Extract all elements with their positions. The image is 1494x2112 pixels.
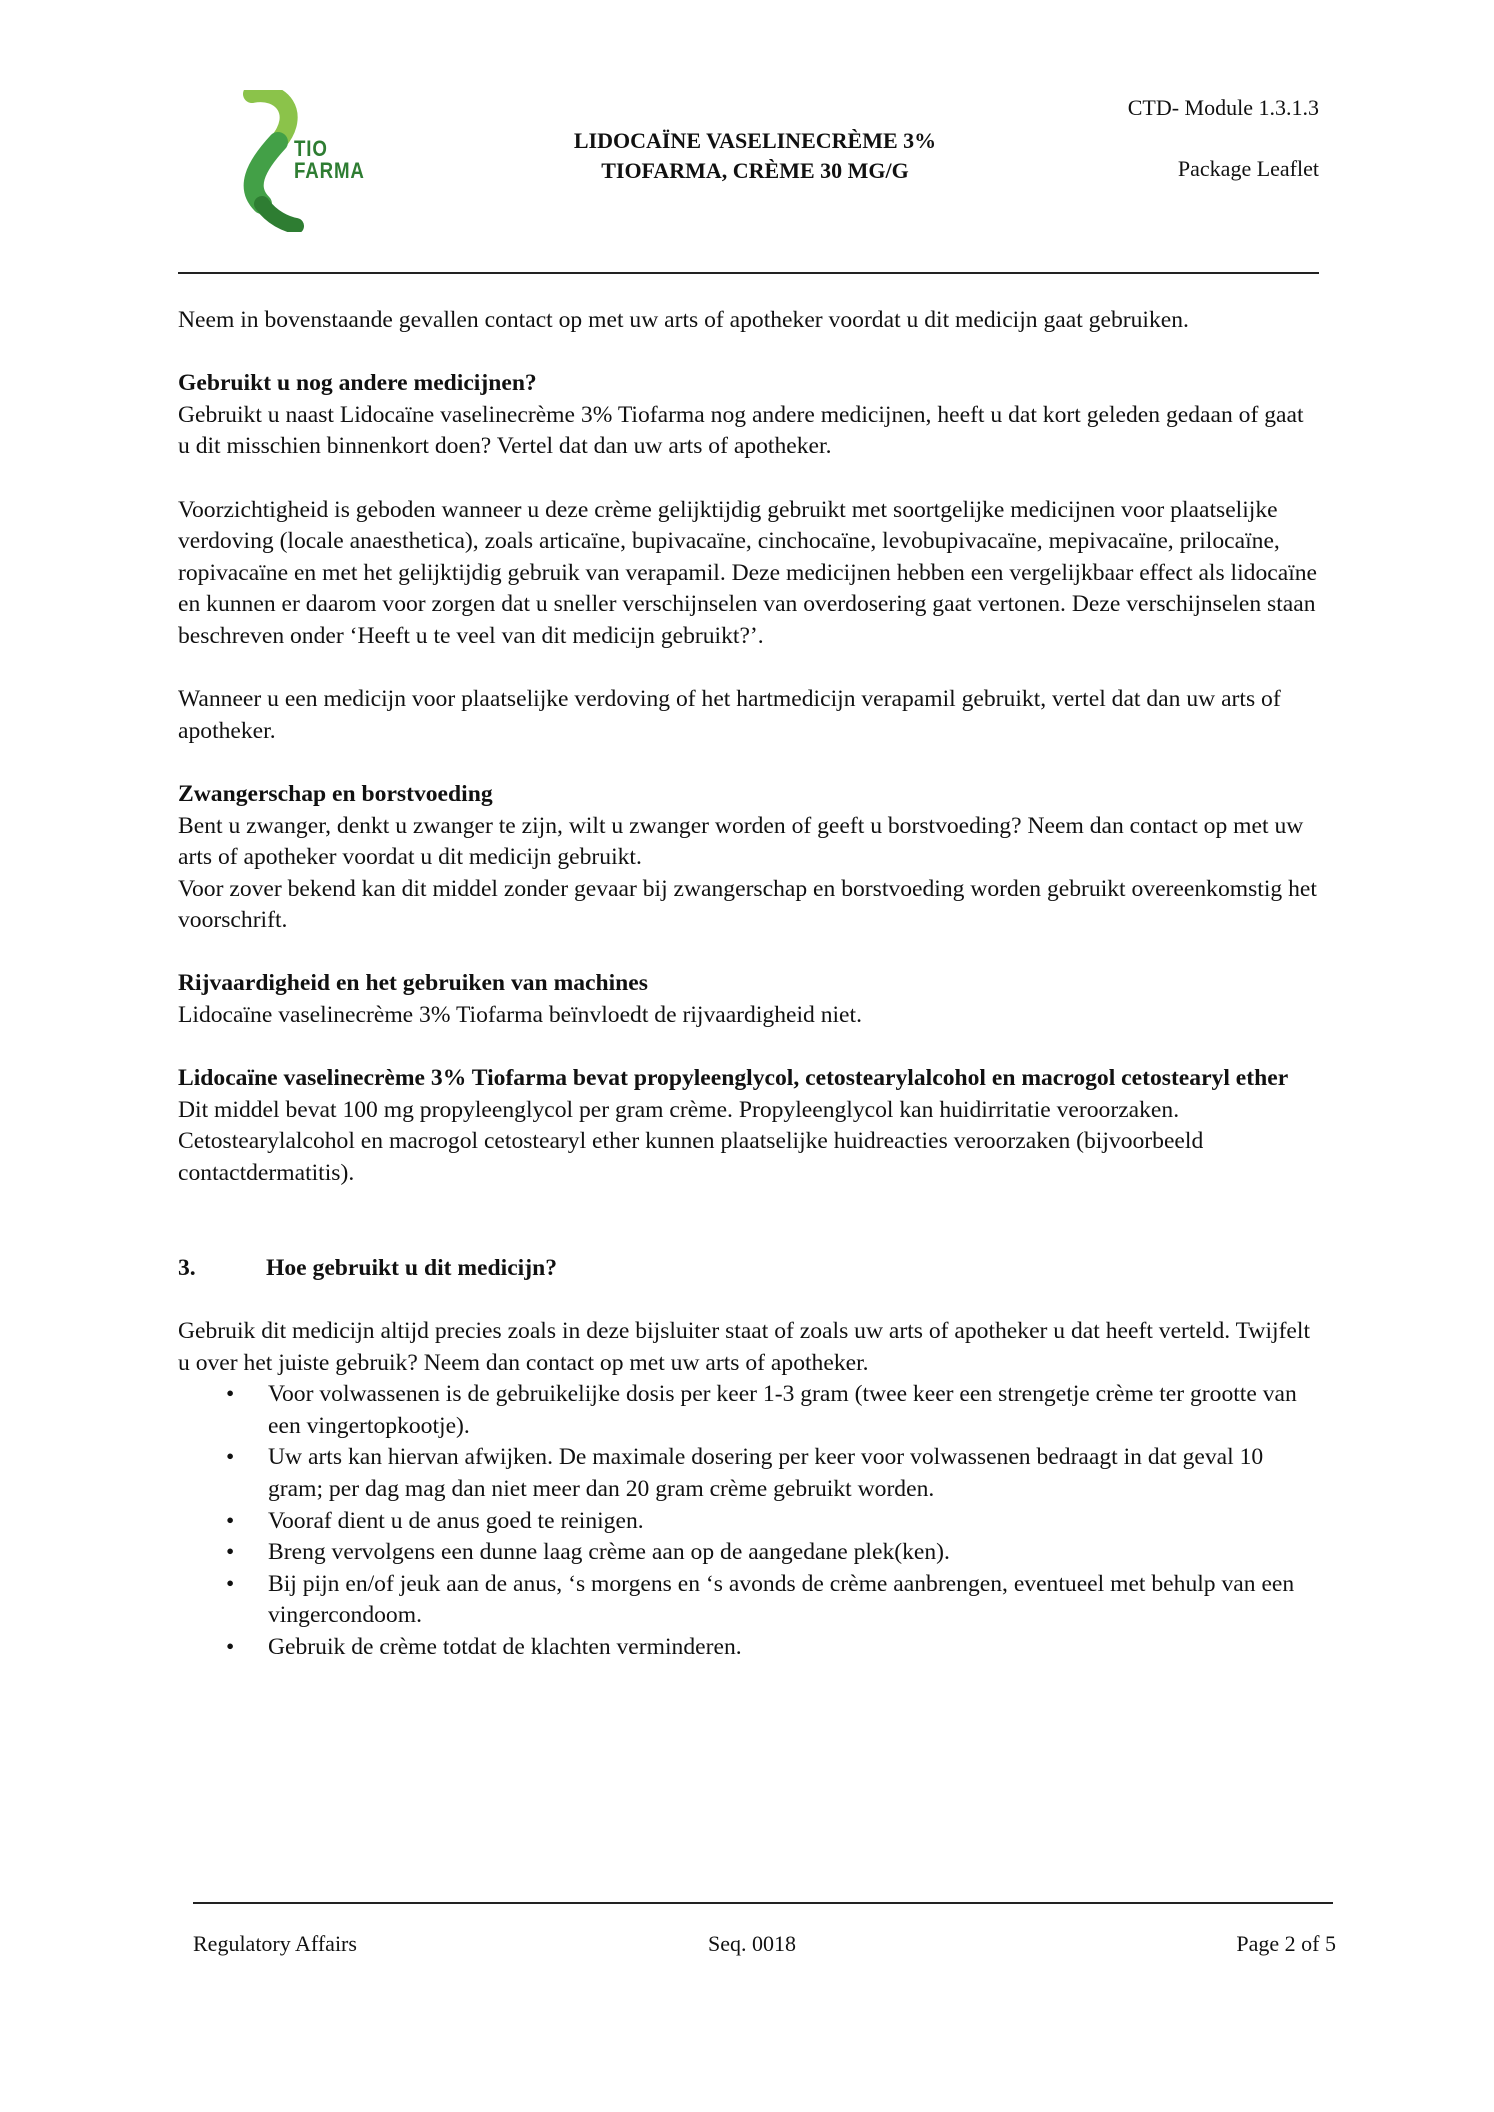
bullet-icon: • <box>226 1539 235 1566</box>
usage-intro-paragraph: Gebruik dit medicijn altijd precies zoals in deze bijsluiter staat of zoals uw arts of apotheker u dat heeft verteld. Twijfelt u over het juiste gebruik? Neem dan contact op met uw arts of apotheker. <box>178 1318 1311 1376</box>
logo-text-line1: TIO <box>294 136 328 161</box>
footer-page-number: Page 2 of 5 <box>1236 1931 1336 1956</box>
section-3-heading <box>178 1253 1318 1285</box>
list-item: • Voor volwassenen is de gebruikelijke dosis per keer 1-3 gram (twee keer een strengetje crème ter grootte van een vingertopkootje). <box>226 1381 1297 1439</box>
module-label: CTD- Module 1.3.1.3 <box>1127 95 1319 120</box>
other-meds-paragraph: Gebruikt u naast Lidocaïne vaselinecrème 3% Tiofarma nog andere medicijnen, heeft u dat kort geleden gedaan of gaat u dit misschien binnenkort doen? Vertel dat dan uw arts of apotheker. <box>178 401 1304 460</box>
section-3-title: Hoe gebruikt u dit medicijn? <box>266 1254 557 1281</box>
other-meds-heading: Gebruikt u nog andere medicijnen? <box>178 370 537 397</box>
leaflet-content <box>178 305 1318 1664</box>
logo-text-line2: FARMA <box>294 158 365 183</box>
caution-paragraph: Voorzichtigheid is geboden wanneer u deze crème gelijktijdig gebruikt met soortgelijke medicijnen voor plaatselijke verdoving (locale anaesthetica), zoals articaïne, bupivacaïne, cinchocaïne, levobupivacaïne, mepivacaïne, prilocaïne, ropivacaïne en met het gelijktijdig gebruik van verapamil. Deze medicijnen hebben een vergelijkbaar effect als lidocaïne en kunnen er daarom voor zorgen dat u sneller verschijnselen van overdosering gaat vertonen. Deze verschijnselen staan beschreven onder ‘Heeft u te veel van dit medicijn gebruikt?’. <box>178 496 1318 649</box>
list-item: • Breng vervolgens een dunne laag crème aan op de aangedane plek(ken). <box>178 1537 1318 1569</box>
footer-department: Regulatory Affairs <box>193 1931 357 1956</box>
title-line2: TIOFARMA, CRÈME 30 MG/G <box>601 158 909 183</box>
footer-divider <box>193 1902 1333 1904</box>
excipients-paragraph-1: Dit middel bevat 100 mg propyleenglycol per gram crème. Propyleenglycol kan huidirritatie veroorzaken. <box>178 1096 1180 1123</box>
document-title <box>500 126 1010 186</box>
doc-type-label: Package Leaflet <box>1177 156 1319 181</box>
bullet-icon: • <box>226 1570 235 1597</box>
intro-paragraph: Neem in bovenstaande gevallen contact op met uw arts of apotheker voordat u dit medicijn gaat gebruiken. <box>178 307 1189 333</box>
anesthesia-paragraph: Wanneer u een medicijn voor plaatselijke verdoving of het hartmedicijn verapamil gebruikt, vertel dat dan uw arts of apotheker. <box>178 686 1281 744</box>
excipients-paragraph-2: Cetostearylalcohol en macrogol cetostearyl ether kunnen plaatselijke huidreacties veroorzaken (bijvoorbeeld contactdermatitis). <box>178 1128 1204 1187</box>
bullet-icon: • <box>226 1507 235 1534</box>
pregnancy-heading: Zwangerschap en borstvoeding <box>178 780 493 807</box>
bullet-icon: • <box>226 1381 235 1408</box>
title-line1: LIDOCAÏNE VASELINECRÈME 3% <box>573 128 937 153</box>
driving-heading: Rijvaardigheid en het gebruiken van machines <box>178 970 648 997</box>
logo-wordmark <box>294 138 365 182</box>
pregnancy-paragraph-2: Voor zover bekend kan dit middel zonder gevaar bij zwangerschap en borstvoeding worden gebruikt overeenkomstig het voorschrift. <box>178 875 1317 934</box>
pregnancy-paragraph-1: Bent u zwanger, denkt u zwanger te zijn, wilt u zwanger worden of geeft u borstvoeding? Neem dan contact op met uw arts of apotheker voordat u dit medicijn gebruikt. <box>178 812 1304 871</box>
footer-sequence: Seq. 0018 <box>708 1931 796 1956</box>
driving-paragraph: Lidocaïne vaselinecrème 3% Tiofarma beïnvloedt de rijvaardigheid niet. <box>178 1002 862 1029</box>
section-3-number: 3. <box>178 1254 196 1281</box>
header-divider <box>178 272 1319 274</box>
usage-list <box>178 1379 1318 1663</box>
excipients-heading: Lidocaïne vaselinecrème 3% Tiofarma bevat propyleenglycol, cetostearylalcohol en macrogol cetostearyl ether <box>178 1065 1289 1092</box>
list-item: • Uw arts kan hiervan afwijken. De maximale dosering per keer voor volwassenen bedraagt in dat geval 10 gram; per dag mag dan niet meer dan 20 gram crème gebruikt worden. <box>226 1444 1264 1502</box>
bullet-icon: • <box>226 1444 235 1471</box>
list-item: • Gebruik de crème totdat de klachten verminderen. <box>178 1632 1318 1664</box>
list-item: • Vooraf dient u de anus goed te reinigen. <box>178 1506 1318 1538</box>
list-item: • Bij pijn en/of jeuk aan de anus, ‘s morgens en ‘s avonds de crème aanbrengen, eventueel met behulp van een vingercondoom. <box>226 1570 1295 1629</box>
bullet-icon: • <box>226 1633 235 1660</box>
